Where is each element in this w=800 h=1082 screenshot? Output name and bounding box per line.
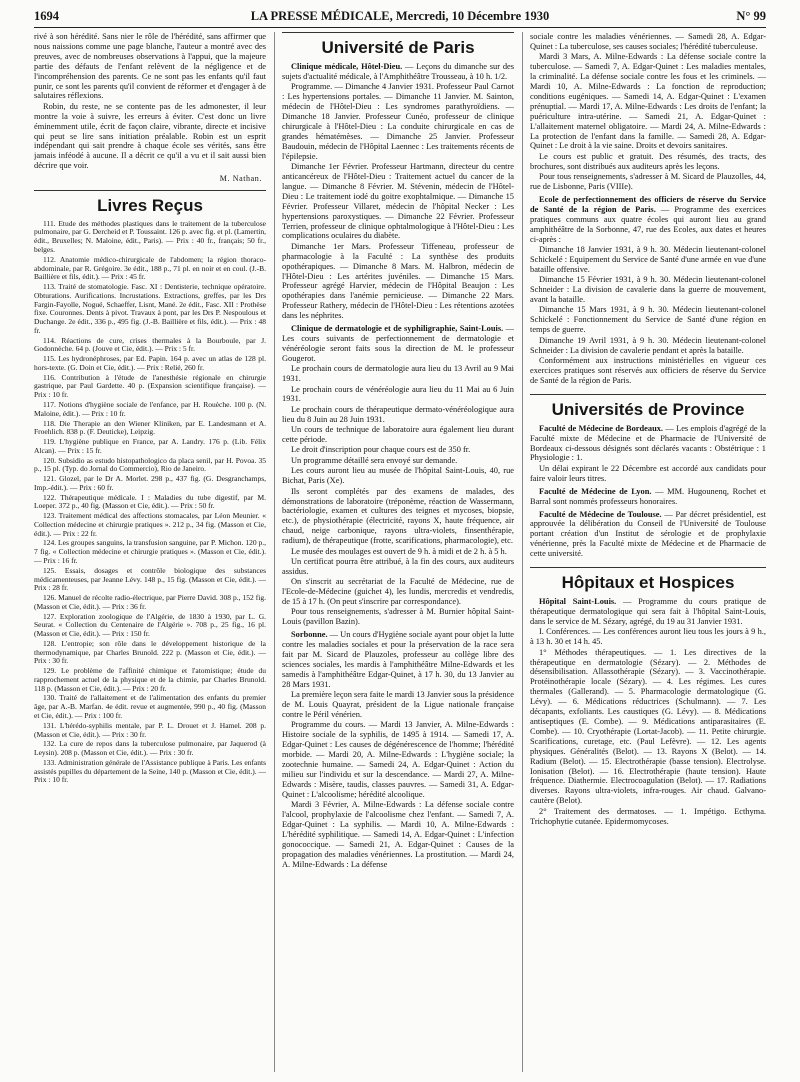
notice-paragraph: Mardi 3 Février, A. Milne-Edwards : La défense sociale contre l'alcool, prophylaxie de l'alcoolisme chez l'enfant. — Samedi 7, A. Edgar-Quinet : La syphilis. — Mardi 10, A. Milne-Edwards : L'hérédité syphilitique. — Samedi 14, A. Edgar-Quinet : L'infection gonococcique. — Samedi 21, A. Edgar-Quinet : Causes de la propagation des maladies vénériennes. La prostitution. — Mardi 24, A. Milne-Edwards : La défense xyxy=(282,800,514,869)
notice-paragraph: Programme du cours. — Mardi 13 Janvier, A. Milne-Edwards : Histoire sociale de la syphilis, de 1495 à 1914. — Samedi 17, A. Edgar-Quinet : Les causes de dégénérescence de l'homme; l'hérédité morbide. — Mardi 20, A. Milne-Edwards : L'hygiène sociale; la zootechnie humaine. — Samedi 24, A. Edgar-Quinet : Action du milieu sur l'individu et sur la descendance. — Mardi 27, A. Milne-Edwards : Misère, taudis, classes pauvres. — Samedi 31, A. Edgar-Quinet : L'alcoolisme; hérédité alcoolique. xyxy=(282,720,514,799)
notice-title: Clinique de dermatologie et de syphiligraphie, Saint-Louis. xyxy=(291,324,504,334)
notice-paragraph: Pour tous renseignements, s'adresser à M. Sicard de Plauzolles, 44, rue de Lisbonne, Paris (VIIIe). xyxy=(530,172,766,192)
books-list xyxy=(34,220,266,785)
notice-toulouse: Faculté de Médecine de Toulouse. — Par décret présidentiel, est approuvée la délibération du Conseil de l'Université de Toulouse portant création d'un Institut de sérologie et de prophylaxie vénérienne, près la Faculté mixte de Médecine et de Pharmacie de cette université. xyxy=(530,509,766,559)
notice-paragraph: On s'inscrit au secrétariat de la Faculté de Médecine, rue de l'Ecole-de-Médecine (guichet 4), les lundis, mercredis et vendredis, de 15 à 17 h. (On peut s'inscrire par correspondance). xyxy=(282,577,514,607)
book-entry: 119. L'hygiène publique en France, par A. Landry. 176 p. (Lib. Félix Alcan). — Prix : 15 fr. xyxy=(34,437,266,455)
notice-paragraph: I. Conférences. — Les conférences auront lieu tous les jours à 9 h., à 13 h. 30 et 14 h. 45. xyxy=(530,627,766,647)
notice-title: Faculté de Médecine de Lyon. xyxy=(539,486,652,496)
notice-paragraph: Le musée des moulages est ouvert de 9 h. à midi et de 2 h. à 5 h. xyxy=(291,546,507,556)
notice-paragraph: Un certificat pourra être attribué, à la fin des cours, aux auditeurs assidus. xyxy=(282,556,514,576)
book-entry: 121. Glozel, par le Dr A. Morlet. 298 p., 437 fig. (G. Desgranchamps, Imp.-édit.). — Prix : 60 fr. xyxy=(34,474,266,492)
notice-title: Faculté de Médecine de Toulouse. xyxy=(539,509,662,519)
notice-title: Sorbonne. xyxy=(291,630,328,640)
book-entry: 118. Die Therapie an den Wiener Kliniken, par E. Landesmann et A. Froehlich. 838 p. (F. Deuticke), Leipzig. xyxy=(34,418,266,437)
column-2 xyxy=(282,32,514,1078)
notice-sorbonne: Sorbonne. — Un cours d'Hygiène sociale ayant pour objet la lutte contre les maladies sociales et pour la préservation de la race sera fait par M. Sicard de Plauzoles, professeur au collège libre des sciences sociales, les mardis à l'amphithéâtre Milne-Edwards et les samedis à l'amphithéâtre Edgar-Quinet, à 17 h. 30, du 13 Janvier au 28 Mars 1931. xyxy=(282,630,514,689)
hospitals-heading: Hôpitaux et Hospices xyxy=(530,567,766,593)
notice-lyon: Faculté de Médecine de Lyon. — MM. Hugounenq, Rochet et Barral sont nommés professeurs honoraires. xyxy=(530,486,766,506)
books-received-heading: Livres Reçus xyxy=(34,190,266,216)
notice-paragraph: Mardi 3 Mars, A. Milne-Edwards : La défense sociale contre la tuberculose. — Samedi 7, A. Edgar-Quinet : Les maladies mentales, la criminalité. La défense sociale contre les fous et les criminels. — Mardi 10, A. Milne-Edwards : La fonction de reproduction; conditions eugéniques. — Samedi 14, A. Edgar-Quinet : L'examen prénuptial. — Mardi 17, A. Milne-Edwards : Les droits de l'enfant; la puériculture intra-utérine. — Samedi 21, A. Edgar-Quinet : L'allaitement maternel obligatoire. — Mardi 24, A. Milne-Edwards : La protection de l'enfant dans la famille. — Samedi 28, A. Edgar-Quinet : Le droit à la vie saine. Droits et devoirs sanitaires. xyxy=(530,52,766,151)
book-entry: 113. Traité de stomatologie. Fasc. XI : Dentisterie, technique opératoire. Obturations. Aurifications. Incrustations. Extractions, greffes, par les Drs Fargin-Fayolle, Nogué, Schaeffer, Lisnt, Mané. 2e édit., Fasc. XII : Prothèse fixe. Couronnes. Dents à pivot. Travaux à pont, par les Drs P. Nespoulous et Duchange. 2e édit., 336 p., 495 fig. (J.-B. Baillière et fils, édit.). — Prix : 48 fr. xyxy=(34,282,266,335)
book-entry: 116. Contribution à l'étude de l'anesthésie régionale en chirurgie gastrique, par Paul Gardette. 40 p. (Expansion scientifique française). — Prix : 10 fr. xyxy=(34,372,266,400)
book-entry: 126. Manuel de récolte radio-électrique, par Pierre David. 308 p., 152 fig. (Masson et Cie, édit.). — Prix : 36 fr. xyxy=(34,593,266,611)
book-entry: 111. Etude des méthodes plastiques dans le traitement de la tuberculose pulmonaire, par G. Dercheid et P. Toussaint. 126 p. avec fig. et pl. (Lamertin, édit., Bruxelles; N. Maloine, édit., Paris). — Prix : 40 fr., français; 50 fr., belges. xyxy=(34,218,266,254)
notice-bordeaux: Faculté de Médecine de Bordeaux. — Les emplois d'agrégé de la Faculté mixte de Médecine et de Pharmacie de l'Université de Bordeaux ci-dessous désignés sont déclarés vacants : Obstétrique : 1 Physiologie : 1. xyxy=(530,423,766,463)
notice-paragraph: Un délai expirant le 22 Décembre est accordé aux candidats pour faire valoir leurs titres. xyxy=(530,463,766,483)
notice-paragraph: Un programme détaillé sera envoyé sur demande. xyxy=(291,455,458,465)
book-entry: 127. Exploration zoologique de l'Algérie, de 1830 à 1930, par L. G. Seurat. « Collection du Centenaire de l'Algérie ». 708 p., 25 fig., 16 pl. (Masson et Cie, édit.). — Prix : 150 fr. xyxy=(34,611,266,639)
book-entry: 117. Notions d'hygiène sociale de l'enfance, par H. Rouèche. 100 p. (N. Maloine, édit.). — Prix : 10 fr. xyxy=(34,399,266,418)
book-entry: 125. Essais, dosages et contrôle biologique des substances médicamenteuses, par Jeanne Lévy. 148 p., 15 fig. (Masson et Cie, édit.). — Prix : 28 fr. xyxy=(34,565,266,593)
notice-title: Hôpital Saint-Louis. xyxy=(539,597,617,607)
notice-paragraph: La première leçon sera faite le mardi 13 Janvier sous la présidence de M. Louis Quayrat, président de la Ligue nationale française contre le Péril vénérien. xyxy=(282,690,514,720)
notice-paragraph: Dimanche 15 Février 1931, à 9 h. 30. Médecin lieutenant-colonel Schneider : La division de cavalerie dans la guerre de mouvement, avant la bataille. xyxy=(530,275,766,305)
notice-title: Ecole de perfectionnement des officiers de réserve du Service de Santé de la région de Paris. xyxy=(530,195,766,214)
notice-paragraph: Dimanche 19 Avril 1931, à 9 h. 30. Médecin lieutenant-colonel Schneider : La division de cavalerie pendant et après la bataille. xyxy=(530,335,766,355)
column-3 xyxy=(530,32,766,1078)
notice-paragraph: Dimanche 15 Mars 1931, à 9 h. 30. Médecin lieutenant-colonel Schickelé : Fonctionnement du Service de Santé d'une région en temps de guerre. xyxy=(530,305,766,335)
notice-paragraph: Le droit d'inscription pour chaque cours est de 350 fr. xyxy=(291,445,471,455)
notice-paragraph: Dimanche 1er Mars. Professeur Tiffeneau, professeur de pharmacologie à la Faculté : La synthèse des produits opothérapiques. — Dimanche 8 Mars. M. Halbron, médecin de l'Hôtel-Dieu : Les artérites juvéniles. — Dimanche 15 Mars. Professeur agrégé Harvier, médecin de l'Hôpital Beaujon : Les opothérapies dans l'anémie pernicieuse. — Dimanche 22 Mars. Professeur Rathery, médecin de l'Hôtel-Dieu : Les rétentions azotées dans les néphrites. xyxy=(282,241,514,321)
review-continuation: rivé à son hérédité. Sans nier le rôle de l'hérédité, sans affirmer que nous naissions comme une page blanche, l'auteur a montré avec des preuves, avec de nombreuses observations à l'appui, que la majeure partie des défauts de l'enfant relèvent de la négligence et de l'incompréhension des parents. Ce ne sont pas les enfants qu'il faut punir, ce sont les parents qu'il convient de réformer et d'engager à de salutaires réflexions. xyxy=(34,32,266,101)
journal-title: LA PRESSE MÉDICALE, Mercredi, 10 Décembre 1930 xyxy=(250,9,550,23)
page-header xyxy=(34,8,766,28)
notice-paragraph: Le prochain cours de vénéréologie aura lieu du 11 Mai au 6 Juin 1931. xyxy=(282,384,514,404)
universities-province-heading: Universités de Province xyxy=(530,394,766,420)
notice-paragraph: Dimanche 18 Janvier 1931, à 9 h. 30. Médecin lieutenant-colonel Schickelé : Equipement du Service de Santé d'une armée en vue d'une bataille offensive. xyxy=(530,245,766,274)
notice-paragraph: Pour tous renseignements, s'adresser à M. Burnier hôpital Saint-Louis (pavillon Bazin). xyxy=(282,607,514,627)
notice-paragraph: Dimanche 1er Février. Professeur Hartmann, directeur du centre anticancéreux de l'Hôtel-Dieu : Traitement actuel du cancer de la langue. — Dimanche 8 Février. M. Stévenin, médecin de l'Hôtel-Dieu : Le traitement iodé du goitre exophtalmique. — Dimanche 15 Février. Professeur Villaret, médecin de l'hôpital Necker : Les hypertensions paroxystiques. — Dimanche 22 Février. Professeur Terrien, professeur de clinique ophtalmologique à l'Hôtel-Dieu : Les complications oculaires du diabète. xyxy=(282,162,514,241)
notice-paragraph: Les cours auront lieu au musée de l'hôpital Saint-Louis, 40, rue Bichat, Paris (Xe). xyxy=(282,466,514,486)
notice-clinique-medicale: Clinique médicale, Hôtel-Dieu. — Leçons du dimanche sur des sujets d'actualité médicale, à l'Amphithéâtre Trousseau, à 10 h. 1/2. xyxy=(282,62,514,81)
notice-paragraph: Le cours est public et gratuit. Des résumés, des tracts, des brochures, sont distribués aux auditeurs après les leçons. xyxy=(530,151,766,171)
book-entry: 128. L'entropie; son rôle dans le développement historique de la thermodynamique, par Charles Brunold. 222 p. (Masson et Cie, édit.). — Prix : 30 fr. xyxy=(34,638,266,666)
notice-dermatologie: Clinique de dermatologie et de syphiligraphie, Saint-Louis. — Les cours suivants de perfectionnement de dermatologie et vénéréologie seront faits sous la direction de M. le professeur Gougerot. xyxy=(282,324,514,363)
notice-paragraph: Le prochain cours de dermatologie aura lieu du 13 Avril au 9 Mai 1931. xyxy=(282,364,514,384)
notice-title: Clinique médicale, Hôtel-Dieu. xyxy=(291,62,403,72)
book-entry: 122. Thérapeutique médicale. I : Maladies du tube digestif, par M. Loeper. 372 p., 40 fig. (Masson et Cie, édit.). — Prix : 50 fr. xyxy=(34,492,266,511)
book-entry: 114. Réactions de cure, crises thermales à la Bourboule, par J. Godonnèche. 64 p. (Jouve et Cie, édit.). — Prix : 5 fr. xyxy=(34,335,266,354)
notice-paragraph: Programme. — Dimanche 4 Janvier 1931. Professeur Paul Carnot : Les hypertensions portales. — Dimanche 11 Janvier. M. Sainton, médecin de l'Hôtel-Dieu : Les syndromes parathyroïdiens. — Dimanche 18 Janvier. Professeur Cunéo, professeur de clinique chirurgicale à l'Hôtel-Dieu : La conduite chirurgicale en cas de grandes hématémèses. — Dimanche 25 Janvier. Professeur Baudouin, médecin de l'Hôpital Laennec : Les traitements récents de l'épilepsie. xyxy=(282,82,514,161)
notice-paragraph: Un cours de technique de laboratoire aura également lieu durant cette période. xyxy=(282,425,514,445)
book-entry: 129. Le problème de l'affinité chimique et l'atomistique; étude du rapprochement actuel de la physique et de la chimie, par Charles Brunold. 118 p. (Masson et Cie, édit.). — Prix : 20 fr. xyxy=(34,666,266,693)
notice-paragraph: 2° Traitement des dermatoses. — 1. Impétigo. Ecthyma. Trichophytie cutanée. Epidermomycoses. xyxy=(530,806,766,826)
notice-ecole-perfectionnement: Ecole de perfectionnement des officiers de réserve du Service de Santé de la région de Paris. — Programme des exercices pratiques communs aux quatre écoles qui auront lieu au grand amphithéâtre de la Sorbonne, 47, rue des Ecoles, aux dates et heures ci-après : xyxy=(530,195,766,244)
notice-paragraph: sociale contre les maladies vénériennes. — Samedi 28, A. Edgar-Quinet : La tuberculose, ses causes sociales; l'hérédité tuberculeuse. xyxy=(530,32,766,51)
book-entry: 123. Traitement médical des affections stomacales, par Léon Meunier. « Collection médecine et chirurgie pratiques ». 212 p., 34 fig. (Masson et Cie, édit.). — Prix : 22 fr. xyxy=(34,511,266,538)
book-entry: 115. Les hydronéphroses, par Ed. Papin. 164 p. avec un atlas de 128 pl. hors-texte. (G. Doin et Cie, édit.). — Prix : Relié, 260 fr. xyxy=(34,354,266,372)
review-paragraph: Robin, du reste, ne se contente pas de les admonester, il leur montre la voie à suivre, les erreurs à éviter. C'est donc un livre éminemment utile, écrit de façon claire, vibrante, directe et incisive qui peut se lire sans initiation préalable. Robin est un esprit indépendant qui sait prendre à chaque école ses vérités, sans être jamais inféodé à aucune. Il a décrit ce qu'il a vu et il sait aussi bien décrire que voir. xyxy=(34,101,266,171)
notice-paragraph: Ils seront complétés par des examens de malades, des démonstrations de laboratoire (tréponème, réaction de Wassermann, bactériologie, examen et cultures des teignes et mycoses, biopsie, etc.), de physiothérapie (électricité, rayons X, haute fréquence, air chaud, neige carbonique, rayons ultra-violets, finsenthérapie, radium), de thérapeutique (frotte, scarifications, pharmacologie), etc. xyxy=(282,486,514,546)
book-entry: 112. Anatomie médico-chirurgicale de l'abdomen; la région thoraco-abdominale, par R. Grégoire. 3e édit., 188 p., 71 pl. en noir et en coul. (J.-B. Baillière et fils, édit.). — Prix : 45 fr. xyxy=(34,254,266,282)
book-entry: 133. Administration générale de l'Assistance publique à Paris. Les enfants assistés pupilles du département de la Seine, 140 p. (Masson et Cie, édit.). — Prix : 10 fr. xyxy=(34,757,266,785)
notice-saint-louis: Hôpital Saint-Louis. — Programme du cours pratique de thérapeutique dermatologique qui sera fait à l'hôpital Saint-Louis, dans le service de M. Sézary, agrégé, du 19 au 31 Janvier 1931. xyxy=(530,597,766,626)
book-entry: 124. Les groupes sanguins, la transfusion sanguine, par P. Michon. 120 p., 7 fig. « Collection médecine et chirurgie pratiques ». (Masson et Cie, édit.). — Prix : 16 fr. xyxy=(34,538,266,565)
column-1 xyxy=(34,32,266,1078)
book-entry: 130. Traité de l'allaitement et de l'alimentation des enfants du premier âge, par A.-B. Marfan. 4e édit. revue et augmentée, 990 p., 40 fig. (Masson et Cie, édit.). — Prix : 100 fr. xyxy=(34,693,266,721)
book-entry: 132. La cure de repos dans la tuberculose pulmonaire, par Jaquerod (à Leysin). 208 p. (Masson et Cie, édit.). — Prix : 30 fr. xyxy=(34,739,266,758)
notice-title: Faculté de Médecine de Bordeaux. xyxy=(539,423,664,433)
review-signature: M. Nathan. xyxy=(219,174,262,184)
issue-number: N° 99 xyxy=(736,9,766,23)
book-entry: 131. L'hérédo-syphilis mentale, par P. L. Drouet et J. Hamel. 208 p. (Masson et Cie, édit.). — Prix : 30 fr. xyxy=(34,720,266,739)
university-paris-heading: Université de Paris xyxy=(282,32,514,58)
column-rule-2 xyxy=(522,32,523,1072)
notice-paragraph: Conformément aux instructions ministérielles en vigueur ces exercices pratiques sont réservés aux officiers de réserve du Service de Santé de la région de Paris. xyxy=(530,356,766,385)
book-entry: 120. Subsidio as estudo histopathologico da placa senil, par H. Povoa. 35 p., 15 pl. (Typ. do Jornal do Commercio), Rio de Janeiro. xyxy=(34,455,266,474)
column-rule-1 xyxy=(274,32,275,1072)
page-number: 1694 xyxy=(34,9,59,23)
notice-paragraph: Le prochain cours de thérapeutique dermato-vénéréologique aura lieu du 8 Juin au 28 Juin 1931. xyxy=(282,404,514,424)
notice-paragraph: 1° Méthodes thérapeutiques. — 1. Les directives de la thérapeutique en dermatologie (Sézary). — 2. Méthodes de désensibilisation. Allassothérapie (Sézary). — 3. Vaccinothérapie. Protéinothérapie locale (Sézary). — 4. Les régimes. Les cures thermales (Gallerand). — 5. Pharmacologie dermatologique (G. Lévy). — 6. Médications réductrices (Schulmann). — 7. Les décapants, exfoliants. Les caustiques (G. Lévy). — 8. Médications antiseptiques (E. Combe). — 9. Médications antiparasitaires (E. Combe). — 10. Cryothérapie (Lortat-Jacob). — 11. Petite chirurgie. Scarifications, curetage, etc. (Paul Lefèvre). — 12. Les agents physiques. Généralités (Belot). — 13. Rayons X (Belot). — 14. Radium (Belot). — 15. Electrothérapie (basse tension). Electrolyse. Ionisation (Belot). — 16. Electrothérapie (haute tension). Haute fréquence. Diathermie. Electrocoagulation (Belot). — 17. Radiations diverses. Rayons ultra-violets, infra-rouges. Air chaud. Galvano-cautère (Belot). xyxy=(530,647,766,806)
